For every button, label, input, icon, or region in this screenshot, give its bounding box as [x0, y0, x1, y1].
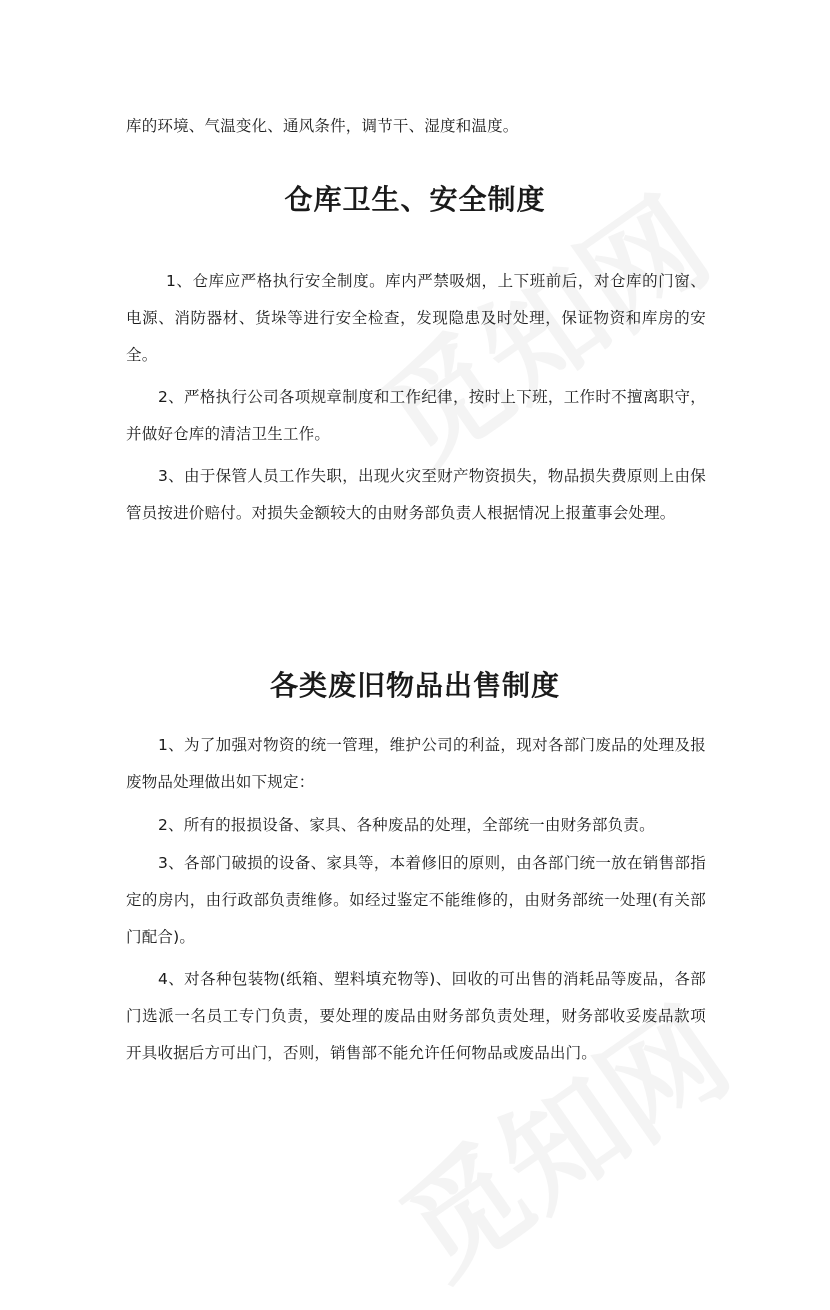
section2-item-1: 1、为了加强对物资的统一管理，维护公司的利益，现对各部门废品的处理及报废物品处理做出如下规定： [126, 736, 706, 791]
section1-item-3: 3、由于保管人员工作失职，出现火灾至财产物资损失，物品损失费原则上由保管员按进价赔付。对损失金额较大的由财务部负责人根据情况上报董事会处理。 [126, 467, 706, 522]
section2-item-4: 4、对各种包装物(纸箱、塑料填充物等)、回收的可出售的消耗品等废品，各部门选派一名员工专门负责，要处理的废品由财务部负责处理，财务部收妥废品款项开具收据后方可出门，否则，销售部不能允许任何物品或废品出门。 [126, 970, 706, 1062]
section2-item-2: 2、所有的报损设备、家具、各种废品的处理，全部统一由财务部负责。 [158, 816, 655, 834]
section2-title: 各类废旧物品出售制度 [269, 669, 560, 702]
section1-item-1: 1、仓库应严格执行安全制度。库内严禁吸烟，上下班前后，对仓库的门窗、电源、消防器材、货垛等进行安全检查，发现隐患及时处理，保证物资和库房的安全。 [126, 272, 706, 364]
section2-item-3: 3、各部门破损的设备、家具等，本着修旧的原则，由各部门统一放在销售部指定的房内，由行政部负责维修。如经过鉴定不能维修的，由财务部统一处理(有关部门配合)。 [126, 854, 706, 946]
top-paragraph: 库的环境、气温变化、通风条件，调节干、湿度和温度。 [126, 117, 519, 135]
section1-title: 仓库卫生、安全制度 [284, 183, 546, 216]
section1-item-2: 2、严格执行公司各项规章制度和工作纪律，按时上下班，工作时不擅离职守，并做好仓库的清洁卫生工作。 [126, 388, 706, 443]
